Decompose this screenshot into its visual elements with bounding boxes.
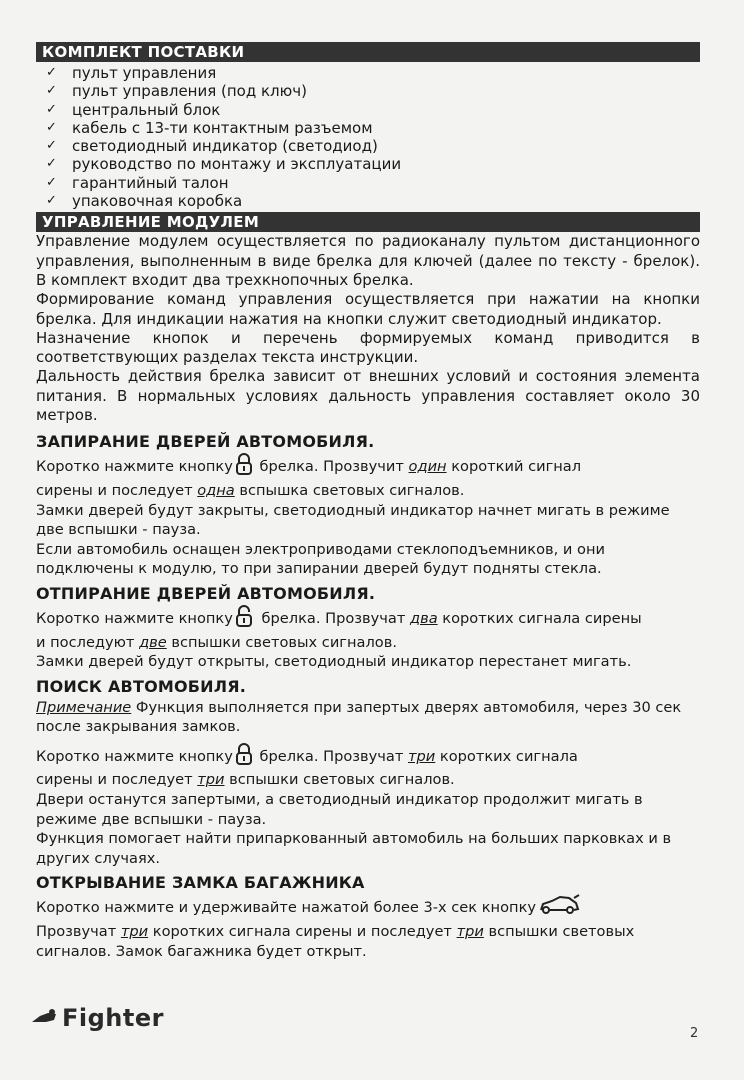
kit-item: ✓ кабель с 13-ти контактным разъемом — [46, 118, 373, 137]
checkmark-icon: ✓ — [46, 156, 57, 172]
lock-paragraph-3: Если автомобиль оснащен электроприводами стеклоподъемников, и они подключены к модулю, то при запирании дверей будут подняты стекла. — [36, 540, 605, 578]
page-number: 2 — [690, 1026, 699, 1041]
lock-closed-icon — [235, 743, 253, 771]
search-paragraph-3: Функция помогает найти припаркованный автомобиль на больших парковках и в других случаях. — [36, 830, 672, 867]
lock-paragraph-2: Замки дверей будут закрыты, светодиодный индикатор начнет мигать в режиме две вспышки - пауза. — [36, 501, 670, 539]
unlock-heading: ОТПИРАНИЕ ДВЕРЕЙ АВТОМОБИЛЯ. — [36, 583, 376, 603]
car-trunk-icon — [538, 894, 582, 922]
checkmark-icon: ✓ — [46, 101, 57, 117]
control-paragraph-1: Управление модулем осуществляется по радиоканалу пультом дистанционного управления, выполненным в виде брелка для ключей (далее по тексту - брелок). В комплект входит два трехкнопочных брелка. — [36, 232, 700, 289]
trunk-instruction-line-2: Прозвучат три коротких сигнала сирены и последует три вспышки световых сигналов. Замок багажника будет открыт. — [36, 923, 635, 960]
unlock-paragraph-2: Замки дверей будут открыты, светодиодный индикатор перестанет мигать. — [36, 653, 632, 671]
lock-instruction-line-1: Коротко нажмите кнопку брелка. Прозвучит один короткий сигнал — [36, 453, 700, 481]
lock-heading: ЗАПИРАНИЕ ДВЕРЕЙ АВТОМОБИЛЯ. — [36, 432, 375, 452]
control-section-header: УПРАВЛЕНИЕ МОДУЛЕМ — [36, 212, 700, 232]
checkmark-icon: ✓ — [46, 138, 57, 154]
lock-open-icon — [235, 605, 255, 633]
checkmark-icon: ✓ — [46, 174, 57, 190]
search-instruction-line-1: Коротко нажмите кнопку брелка. Прозвучат три коротких сигнала — [36, 743, 700, 771]
lock-instruction-line-2: сирены и последует одна вспышка световых сигналов. — [36, 481, 465, 499]
kit-item: ✓ руководство по монтажу и эксплуатации — [46, 155, 402, 174]
kit-item: ✓ пульт управления — [46, 64, 217, 82]
manual-page — [36, 42, 700, 961]
search-instruction-line-2: сирены и последует три вспышки световых сигналов. — [36, 771, 455, 789]
trunk-instruction-line-1: Коротко нажмите и удерживайте нажатой более 3-х сек кнопку — [36, 894, 700, 922]
kit-item: ✓ центральный блок — [46, 100, 221, 119]
checkmark-icon: ✓ — [46, 193, 57, 209]
kit-item: ✓ светодиодный индикатор (светодиод) — [46, 137, 378, 156]
kit-item: ✓ пульт управления (под ключ) — [46, 82, 307, 101]
kit-item: ✓ упаковочная коробка — [46, 192, 243, 211]
search-heading: ПОИСК АВТОМОБИЛЯ. — [36, 676, 247, 696]
lock-closed-icon — [235, 453, 253, 481]
search-paragraph-2: Двери останутся запертыми, а светодиодный индикатор продолжит мигать в режиме две вспышки - пауза. — [36, 791, 643, 828]
checkmark-icon: ✓ — [46, 83, 57, 99]
kit-item: ✓ гарантийный талон — [46, 173, 229, 192]
trunk-heading: ОТКРЫВАНИЕ ЗАМКА БАГАЖНИКА — [36, 873, 365, 893]
unlock-instruction-line-2: и последуют две вспышки световых сигналов. — [36, 633, 397, 651]
brand-logo: Fighter — [30, 1004, 164, 1032]
kit-list — [36, 64, 700, 210]
control-paragraph-2: Формирование команд управления осуществляется при нажатии на кнопки брелка. Для индикации нажатия на кнопки служит светодиодный индикатор. — [36, 290, 700, 328]
kit-section-header: КОМПЛЕКТ ПОСТАВКИ — [36, 42, 700, 62]
control-paragraph-4: Дальность действия брелка зависит от внешних условий и состояния элемента питания. В нормальных условиях дальность управления составляет около 30 метров. — [36, 367, 700, 425]
search-note: Примечание Функция выполняется при запертых дверях автомобиля, через 30 сек после закрывания замков. — [36, 698, 682, 736]
fighter-logo-icon — [30, 1008, 62, 1028]
unlock-instruction-line-1: Коротко нажмите кнопку брелка. Прозвучат два коротких сигнала сирены — [36, 605, 700, 633]
checkmark-icon: ✓ — [46, 65, 57, 80]
checkmark-icon: ✓ — [46, 119, 57, 135]
control-paragraph-3: Назначение кнопок и перечень формируемых команд приводится в соответствующих разделах текста инструкции. — [36, 328, 700, 367]
